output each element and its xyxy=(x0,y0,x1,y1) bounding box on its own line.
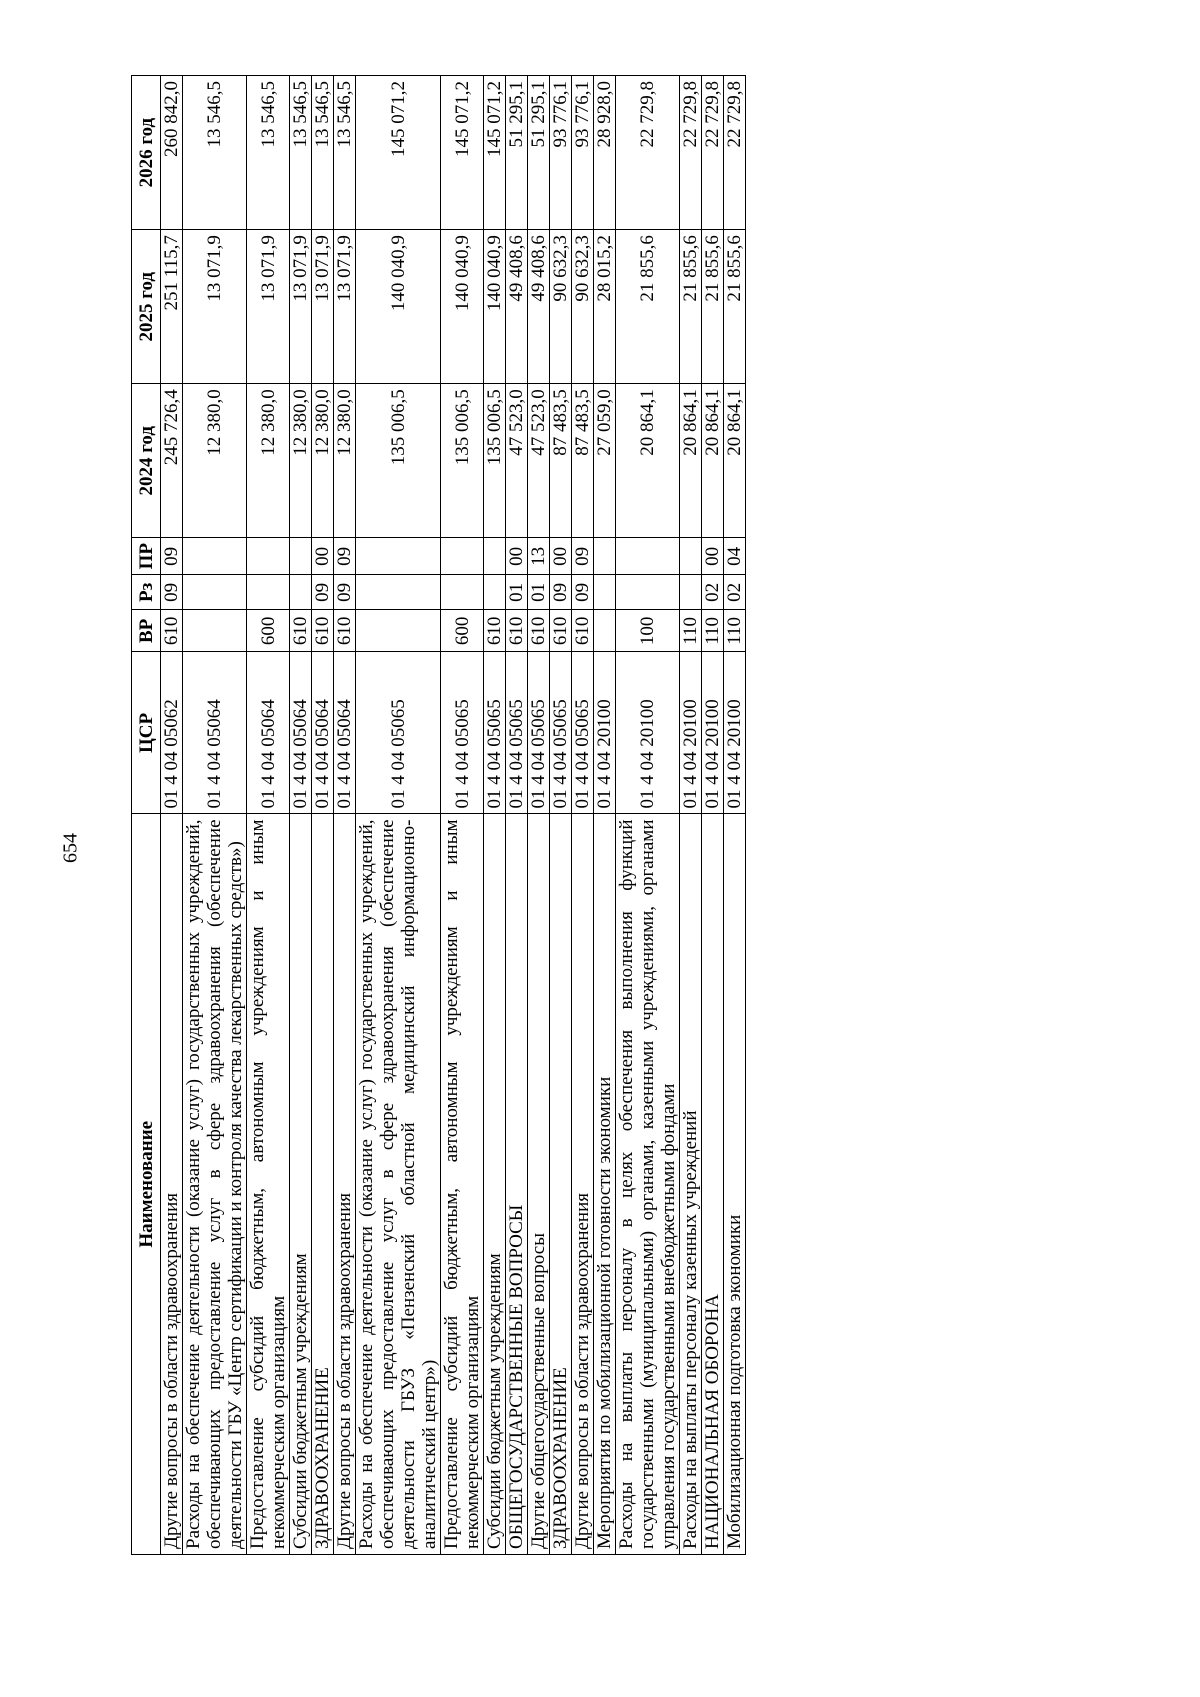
table-row xyxy=(594,76,616,1555)
cell-pr: 00 xyxy=(550,538,572,575)
cell-2024: 47 523,0 xyxy=(506,384,528,538)
cell-rz: 01 xyxy=(506,575,528,610)
cell-2026: 13 546,5 xyxy=(334,76,356,230)
table-row xyxy=(290,76,312,1555)
table-row xyxy=(312,76,334,1555)
cell-pr xyxy=(616,538,680,575)
cell-vr: 610 xyxy=(312,610,334,652)
cell-pr xyxy=(247,538,290,575)
cell-rz xyxy=(484,575,506,610)
cell-2024: 135 006,5 xyxy=(484,384,506,538)
cell-2026: 22 729,8 xyxy=(724,76,746,230)
cell-2026: 51 295,1 xyxy=(506,76,528,230)
cell-csr: 01 4 04 05065 xyxy=(484,652,506,814)
cell-2026: 22 729,8 xyxy=(616,76,680,230)
cell-2024: 20 864,1 xyxy=(680,384,702,538)
cell-name: Другие общегосударственные вопросы xyxy=(528,814,550,1555)
table-row xyxy=(680,76,702,1555)
cell-csr: 01 4 04 05065 xyxy=(528,652,550,814)
cell-2024: 135 006,5 xyxy=(441,384,484,538)
header-csr: ЦСР xyxy=(132,652,161,814)
cell-2025: 90 632,3 xyxy=(550,230,572,384)
table-row xyxy=(484,76,506,1555)
page-number: 654 xyxy=(59,833,82,863)
cell-2025: 140 040,9 xyxy=(356,230,441,384)
cell-2025: 13 071,9 xyxy=(334,230,356,384)
cell-2025: 21 855,6 xyxy=(702,230,724,384)
cell-2026: 13 546,5 xyxy=(247,76,290,230)
cell-name: Субсидии бюджетным учреждениям xyxy=(484,814,506,1555)
table-row xyxy=(247,76,290,1555)
cell-2025: 49 408,6 xyxy=(506,230,528,384)
header-pr: ПР xyxy=(132,538,161,575)
cell-name: Расходы на выплаты персоналу в целях обеспечения выполнения функций государственными (муниципальными) органами, казенными учреждениями, органами управления государственными внебюджетными фондами xyxy=(616,814,680,1555)
cell-name: Мероприятия по мобилизационной готовности экономики xyxy=(594,814,616,1555)
cell-2026: 51 295,1 xyxy=(528,76,550,230)
cell-2025: 13 071,9 xyxy=(183,230,247,384)
cell-csr: 01 4 04 05064 xyxy=(247,652,290,814)
cell-2026: 28 928,0 xyxy=(594,76,616,230)
cell-pr: 13 xyxy=(528,538,550,575)
cell-2024: 12 380,0 xyxy=(247,384,290,538)
table-row xyxy=(506,76,528,1555)
cell-2025: 13 071,9 xyxy=(312,230,334,384)
cell-vr: 610 xyxy=(550,610,572,652)
cell-pr: 04 xyxy=(724,538,746,575)
cell-2026: 13 546,5 xyxy=(290,76,312,230)
cell-rz: 02 xyxy=(724,575,746,610)
cell-name: ЗДРАВООХРАНЕНИЕ xyxy=(550,814,572,1555)
cell-rz: 09 xyxy=(334,575,356,610)
cell-rz xyxy=(183,575,247,610)
cell-rz: 09 xyxy=(550,575,572,610)
cell-rz xyxy=(594,575,616,610)
table-row xyxy=(616,76,680,1555)
cell-csr: 01 4 04 05065 xyxy=(441,652,484,814)
cell-rz: 09 xyxy=(161,575,183,610)
cell-vr: 110 xyxy=(680,610,702,652)
header-2025: 2025 год xyxy=(132,230,161,384)
cell-name: ЗДРАВООХРАНЕНИЕ xyxy=(312,814,334,1555)
table-row xyxy=(702,76,724,1555)
cell-2025: 21 855,6 xyxy=(616,230,680,384)
cell-vr: 110 xyxy=(724,610,746,652)
cell-2026: 93 776,1 xyxy=(572,76,594,230)
cell-2025: 13 071,9 xyxy=(290,230,312,384)
cell-name: Расходы на выплаты персоналу казенных учреждений xyxy=(680,814,702,1555)
cell-pr xyxy=(183,538,247,575)
cell-rz: 01 xyxy=(528,575,550,610)
cell-2025: 49 408,6 xyxy=(528,230,550,384)
table-row xyxy=(528,76,550,1555)
cell-csr: 01 4 04 20100 xyxy=(594,652,616,814)
cell-pr: 09 xyxy=(334,538,356,575)
cell-pr xyxy=(484,538,506,575)
table-row xyxy=(161,76,183,1555)
cell-vr: 610 xyxy=(290,610,312,652)
cell-pr xyxy=(356,538,441,575)
cell-name: ОБЩЕГОСУДАРСТВЕННЫЕ ВОПРОСЫ xyxy=(506,814,528,1555)
cell-csr: 01 4 04 20100 xyxy=(680,652,702,814)
cell-2026: 93 776,1 xyxy=(550,76,572,230)
cell-2026: 145 071,2 xyxy=(356,76,441,230)
cell-rz: 09 xyxy=(312,575,334,610)
cell-vr xyxy=(594,610,616,652)
cell-csr: 01 4 04 05064 xyxy=(290,652,312,814)
cell-csr: 01 4 04 20100 xyxy=(702,652,724,814)
cell-2024: 20 864,1 xyxy=(702,384,724,538)
cell-2026: 13 546,5 xyxy=(312,76,334,230)
cell-pr xyxy=(680,538,702,575)
header-name: Наименование xyxy=(132,814,161,1555)
header-vr: ВР xyxy=(132,610,161,652)
cell-vr: 610 xyxy=(484,610,506,652)
cell-rz xyxy=(441,575,484,610)
cell-vr: 600 xyxy=(247,610,290,652)
cell-vr: 610 xyxy=(334,610,356,652)
cell-vr: 600 xyxy=(441,610,484,652)
rotated-page-content xyxy=(131,75,1067,1555)
cell-csr: 01 4 04 05064 xyxy=(334,652,356,814)
cell-2025: 140 040,9 xyxy=(441,230,484,384)
cell-pr: 09 xyxy=(161,538,183,575)
cell-csr: 01 4 04 05065 xyxy=(572,652,594,814)
cell-csr: 01 4 04 20100 xyxy=(724,652,746,814)
cell-2025: 140 040,9 xyxy=(484,230,506,384)
cell-pr: 09 xyxy=(572,538,594,575)
table-body xyxy=(161,76,746,1555)
cell-rz xyxy=(680,575,702,610)
cell-vr: 610 xyxy=(528,610,550,652)
table-header xyxy=(132,76,161,1555)
cell-csr: 01 4 04 05065 xyxy=(550,652,572,814)
cell-name: Расходы на обеспечение деятельности (оказание услуг) государственных учреждений, обеспечивающих предоставление услуг в сфере здравоохранения (обеспечение деятельности ГБУЗ «Пензенский областной медицинский информационно-аналитический центр») xyxy=(356,814,441,1555)
cell-name: Другие вопросы в области здравоохранения xyxy=(572,814,594,1555)
cell-2025: 28 015,2 xyxy=(594,230,616,384)
table-row xyxy=(572,76,594,1555)
cell-2024: 27 059,0 xyxy=(594,384,616,538)
cell-2025: 13 071,9 xyxy=(247,230,290,384)
cell-rz xyxy=(290,575,312,610)
cell-2026: 22 729,8 xyxy=(680,76,702,230)
table-row xyxy=(724,76,746,1555)
cell-2024: 87 483,5 xyxy=(572,384,594,538)
cell-rz: 02 xyxy=(702,575,724,610)
cell-name: Субсидии бюджетным учреждениям xyxy=(290,814,312,1555)
cell-vr: 100 xyxy=(616,610,680,652)
cell-2026: 260 842,0 xyxy=(161,76,183,230)
cell-2025: 251 115,7 xyxy=(161,230,183,384)
cell-2026: 145 071,2 xyxy=(484,76,506,230)
table-row xyxy=(183,76,247,1555)
cell-2025: 90 632,3 xyxy=(572,230,594,384)
cell-name: Расходы на обеспечение деятельности (оказание услуг) государственных учреждений, обеспечивающих предоставление услуг в сфере здравоохранения (обеспечение деятельности ГБУ «Центр сертификации и контроля качества лекарственных средств») xyxy=(183,814,247,1555)
header-rz: Рз xyxy=(132,575,161,610)
table-row xyxy=(441,76,484,1555)
cell-name: Мобилизационная подготовка экономики xyxy=(724,814,746,1555)
cell-2025: 21 855,6 xyxy=(724,230,746,384)
cell-csr: 01 4 04 05065 xyxy=(356,652,441,814)
cell-2024: 135 006,5 xyxy=(356,384,441,538)
cell-pr xyxy=(441,538,484,575)
cell-name: НАЦИОНАЛЬНАЯ ОБОРОНА xyxy=(702,814,724,1555)
cell-pr: 00 xyxy=(506,538,528,575)
budget-table xyxy=(131,75,746,1555)
cell-pr: 00 xyxy=(312,538,334,575)
cell-2024: 20 864,1 xyxy=(616,384,680,538)
header-2024: 2024 год xyxy=(132,384,161,538)
header-2026: 2026 год xyxy=(132,76,161,230)
cell-rz xyxy=(356,575,441,610)
cell-name: Другие вопросы в области здравоохранения xyxy=(334,814,356,1555)
cell-2024: 47 523,0 xyxy=(528,384,550,538)
cell-2026: 13 546,5 xyxy=(183,76,247,230)
table-row xyxy=(334,76,356,1555)
cell-2026: 22 729,8 xyxy=(702,76,724,230)
cell-2024: 20 864,1 xyxy=(724,384,746,538)
cell-vr: 110 xyxy=(702,610,724,652)
cell-rz xyxy=(247,575,290,610)
cell-vr: 610 xyxy=(506,610,528,652)
cell-pr xyxy=(290,538,312,575)
cell-vr: 610 xyxy=(161,610,183,652)
cell-rz xyxy=(616,575,680,610)
cell-name: Предоставление субсидий бюджетным, автономным учреждениям и иным некоммерческим организациям xyxy=(441,814,484,1555)
cell-rz: 09 xyxy=(572,575,594,610)
cell-pr: 00 xyxy=(702,538,724,575)
cell-2026: 145 071,2 xyxy=(441,76,484,230)
cell-csr: 01 4 04 05064 xyxy=(312,652,334,814)
header-row xyxy=(132,76,161,1555)
cell-name: Другие вопросы в области здравоохранения xyxy=(161,814,183,1555)
table-row xyxy=(550,76,572,1555)
cell-2024: 12 380,0 xyxy=(183,384,247,538)
cell-pr xyxy=(594,538,616,575)
cell-2024: 87 483,5 xyxy=(550,384,572,538)
cell-vr xyxy=(356,610,441,652)
cell-name: Предоставление субсидий бюджетным, автономным учреждениям и иным некоммерческим организациям xyxy=(247,814,290,1555)
cell-2025: 21 855,6 xyxy=(680,230,702,384)
cell-vr xyxy=(183,610,247,652)
cell-csr: 01 4 04 05064 xyxy=(183,652,247,814)
cell-csr: 01 4 04 20100 xyxy=(616,652,680,814)
cell-2024: 245 726,4 xyxy=(161,384,183,538)
cell-csr: 01 4 04 05065 xyxy=(506,652,528,814)
cell-2024: 12 380,0 xyxy=(334,384,356,538)
cell-2024: 12 380,0 xyxy=(312,384,334,538)
cell-vr: 610 xyxy=(572,610,594,652)
cell-csr: 01 4 04 05062 xyxy=(161,652,183,814)
table-row xyxy=(356,76,441,1555)
cell-2024: 12 380,0 xyxy=(290,384,312,538)
